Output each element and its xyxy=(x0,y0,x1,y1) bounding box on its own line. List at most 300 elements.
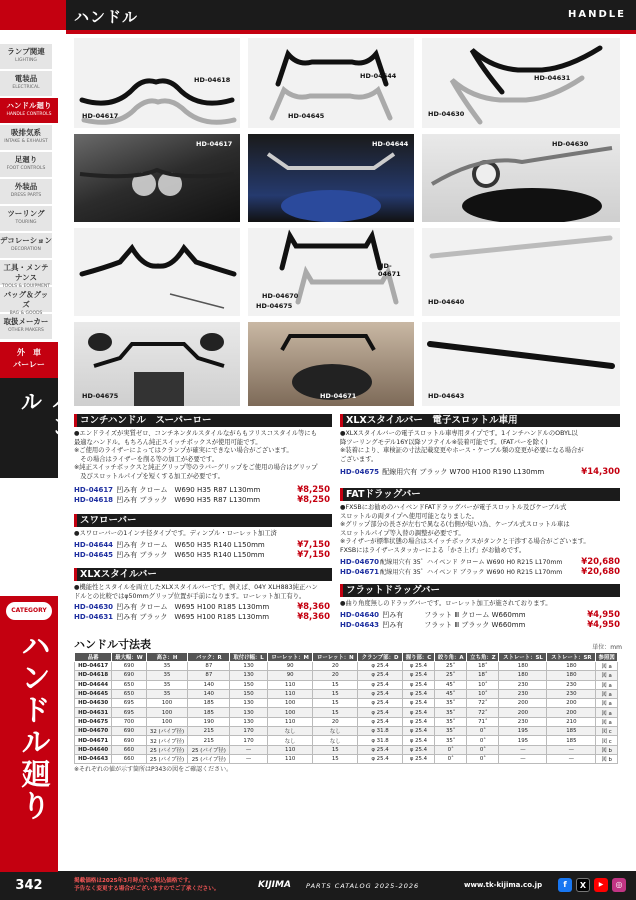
photo-hd04644-mounted xyxy=(248,134,414,222)
table-cell: φ 31.8 xyxy=(358,727,403,736)
product-price: ¥8,360 xyxy=(297,612,330,622)
table-cell: なし xyxy=(267,727,313,736)
table-cell: HD-04630 xyxy=(75,699,112,708)
table-cell: — xyxy=(230,745,268,754)
table-cell: 170 xyxy=(230,736,268,745)
table-cell: 690 xyxy=(112,662,146,671)
product-desc: 凹み有 ブラック W690 H35 R87 L130mm xyxy=(116,496,261,504)
product-desc: 凹み有 クローム W650 H35 R140 L150mm xyxy=(116,541,265,549)
table-cell: 25 (パイプ径) xyxy=(188,754,230,763)
table-cell: 15 xyxy=(313,680,358,689)
column-header: ローレット：M xyxy=(267,653,313,662)
photo-hd04670-product xyxy=(248,228,414,316)
table-cell: 700 xyxy=(112,717,146,726)
table-cell: 210 xyxy=(547,717,596,726)
product-price: ¥20,680 xyxy=(581,567,620,577)
body-line: ※ライザーが標準状態の場合はスイッチボックスがタンクと干渉する場合がございます。 xyxy=(340,538,590,546)
header-accent xyxy=(0,0,66,30)
product-desc: 凹み有 フラット Ⅲ クローム W660mm xyxy=(382,611,526,619)
table-cell: 215 xyxy=(188,727,230,736)
photo-label: HD-04675 xyxy=(82,392,119,400)
table-cell: φ 25.4 xyxy=(402,671,434,680)
photo-hd04630-mounted xyxy=(422,134,620,222)
table-cell: φ 25.4 xyxy=(358,717,403,726)
table-cell: — xyxy=(547,745,596,754)
instagram-icon[interactable]: ◎ xyxy=(612,878,626,892)
table-cell: 図 a xyxy=(596,708,618,717)
product-desc: 配線用穴有 35゜ハイベンド ブラック W690 H0 R215 L170mm xyxy=(379,569,563,576)
product-row[interactable] xyxy=(74,613,330,622)
category-label: CATEGORY xyxy=(6,602,52,620)
table-cell: 18˚ xyxy=(467,662,499,671)
table-cell: 20 xyxy=(313,662,358,671)
body-line: ●FXSBにお勧めのハイベンドFATドラッグバーが電子スロットル及びケーブル式 xyxy=(340,504,567,511)
table-cell: 35 xyxy=(146,689,188,698)
body-line: スロットルパイプ等入替の調整が必要です。 xyxy=(340,529,465,537)
table-cell: 200 xyxy=(547,708,596,717)
section-vertical-title: ハンドル xyxy=(17,390,73,465)
product-code: HD-04640 xyxy=(340,611,380,619)
body-line: ●エンドライズが実質ゼロ、コンチネンタルスタイルながらもフリスコスタイル等にも xyxy=(74,430,317,437)
table-row xyxy=(75,680,618,689)
product-code: HD-04631 xyxy=(74,613,114,621)
table-row xyxy=(75,754,618,763)
product-desc: 配線用穴有 35゜ハイベンド クローム W690 H0 R215 L170mm xyxy=(379,559,563,566)
table-cell: φ 25.4 xyxy=(358,699,403,708)
table-cell: 200 xyxy=(499,708,547,717)
table-cell: 図 a xyxy=(596,671,618,680)
section-title-xlx: XLXスタイルバー xyxy=(74,568,332,581)
body-line: 及びスロットルパイプを短くする加工が必要です。 xyxy=(74,472,224,480)
page-footer xyxy=(58,871,636,900)
table-cell: 10˚ xyxy=(467,680,499,689)
table-row xyxy=(75,727,618,736)
photo-label: HD-04675 xyxy=(256,302,293,310)
table-cell: 200 xyxy=(499,699,547,708)
table-cell: 35˚ xyxy=(435,699,467,708)
price-note xyxy=(74,877,219,893)
table-cell: φ 25.4 xyxy=(358,680,403,689)
category-vertical-title: ハンドル廻り xyxy=(15,630,50,822)
table-cell: HD-04644 xyxy=(75,680,112,689)
table-cell: 0˚ xyxy=(467,727,499,736)
body-line: ※ご使用のライザーによってはクランプが確実にできない場合がございます。 xyxy=(74,447,293,455)
photo-label: HD-04630 xyxy=(552,140,589,148)
column-header: 高さ：H xyxy=(146,653,188,662)
page-number: 342 xyxy=(0,872,58,900)
table-cell: 35˚ xyxy=(435,717,467,726)
dimension-table-title: ハンドル寸法表 xyxy=(74,638,151,651)
table-header-row xyxy=(75,653,618,662)
table-cell: 0˚ xyxy=(435,745,467,754)
column-header: ストレート：SR xyxy=(547,653,596,662)
table-cell: 180 xyxy=(547,671,596,680)
table-cell: φ 25.4 xyxy=(358,671,403,680)
table-cell: 35 xyxy=(146,662,188,671)
table-cell: 0˚ xyxy=(435,754,467,763)
table-cell: φ 25.4 xyxy=(358,754,403,763)
table-cell: 230 xyxy=(547,689,596,698)
photo-label: HD-04618 xyxy=(194,76,231,84)
product-price: ¥20,680 xyxy=(581,557,620,567)
column-header: 絞り角：A xyxy=(435,653,467,662)
body-line: FXSBにはライザースタッカーによる「かさ上げ」がお勧めです。 xyxy=(340,546,526,554)
table-cell: 100 xyxy=(146,699,188,708)
table-cell: 35˚ xyxy=(435,736,467,745)
table-cell: 180 xyxy=(547,662,596,671)
table-cell: 170 xyxy=(230,727,268,736)
table-cell: 185 xyxy=(547,727,596,736)
table-cell: φ 25.4 xyxy=(402,736,434,745)
table-cell: 図 b xyxy=(596,745,618,754)
table-cell: — xyxy=(499,754,547,763)
sidebar-item-touring[interactable]: ツーリング TOURING xyxy=(0,206,52,232)
section-title-swallow: スワローバー xyxy=(74,514,332,527)
body-line: ※装着により、車検証の寸法記載変更やホース・ケーブル類の変更が必要になる場合が xyxy=(340,447,584,455)
photo-label: HD-04640 xyxy=(428,298,465,306)
table-cell: 45˚ xyxy=(435,680,467,689)
section-title-fat: FATドラッグバー xyxy=(340,488,620,501)
table-cell: φ 25.4 xyxy=(358,662,403,671)
product-price: ¥7,150 xyxy=(297,540,330,550)
body-line: スロットルの両タイプへ使用可能となりました。 xyxy=(340,512,478,520)
price-note-line: 予告なく変更する場合がございますのでご了承ください。 xyxy=(74,886,220,892)
table-cell: 130 xyxy=(230,717,268,726)
table-cell: 20 xyxy=(313,717,358,726)
table-cell: HD-04643 xyxy=(75,754,112,763)
table-cell: φ 25.4 xyxy=(358,708,403,717)
table-cell: 25 (パイプ径) xyxy=(188,745,230,754)
table-cell: 110 xyxy=(267,754,313,763)
handlebar-illustration xyxy=(248,38,414,128)
page-title: ハンドル xyxy=(74,8,139,26)
table-cell: 150 xyxy=(230,680,268,689)
table-row xyxy=(75,662,618,671)
table-row xyxy=(75,736,618,745)
photo-hd04644-product xyxy=(248,38,414,128)
product-price: ¥4,950 xyxy=(587,620,620,630)
table-cell: なし xyxy=(267,736,313,745)
table-cell: φ 25.4 xyxy=(358,745,403,754)
table-cell: HD-04675 xyxy=(75,717,112,726)
body-line: ●スワローバーの1インチ径タイプです。ディンプル・ローレット加工済 xyxy=(74,530,277,537)
table-cell: 100 xyxy=(267,699,313,708)
table-body xyxy=(75,662,618,764)
facebook-icon[interactable]: f xyxy=(558,878,572,892)
table-cell: 18˚ xyxy=(467,671,499,680)
table-cell: 195 xyxy=(499,736,547,745)
product-desc: 凹み有 クローム W690 H35 R87 L130mm xyxy=(116,486,261,494)
product-code: HD-04644 xyxy=(74,541,114,549)
sidebar-item-foot[interactable]: 足廻り FOOT CONTROLS xyxy=(0,152,52,178)
product-row[interactable] xyxy=(340,568,620,577)
table-cell: HD-04671 xyxy=(75,736,112,745)
product-desc: 凹み有 フラット Ⅲ ブラック W660mm xyxy=(382,621,526,629)
table-cell: 25˚ xyxy=(435,671,467,680)
table-cell: 図 a xyxy=(596,699,618,708)
column-header: ローレット：N xyxy=(313,653,358,662)
product-desc: 配線用穴有 ブラック W700 H100 R190 L130mm xyxy=(382,468,545,476)
table-row xyxy=(75,717,618,726)
table-cell: 150 xyxy=(230,689,268,698)
sidebar-item-makers[interactable]: 取扱メーカー OTHER MAKERS xyxy=(0,314,52,340)
table-cell: なし xyxy=(313,727,358,736)
photo-label: HD-04670 xyxy=(262,292,299,300)
table-cell: 90 xyxy=(267,671,313,680)
table-cell: 0˚ xyxy=(467,736,499,745)
product-price: ¥14,300 xyxy=(581,467,620,477)
dimension-table xyxy=(74,652,618,764)
table-cell: 185 xyxy=(547,736,596,745)
product-row[interactable] xyxy=(74,496,330,505)
table-cell: 15 xyxy=(313,708,358,717)
photo-label: HD-04644 xyxy=(372,140,409,148)
table-cell: 32 (パイプ径) xyxy=(146,727,188,736)
price-note-line: 掲載価格は2025年3月時点での税込価格です。 xyxy=(74,878,194,884)
photo-label: HD-04617 xyxy=(196,140,233,148)
table-row xyxy=(75,689,618,698)
table-cell: φ 25.4 xyxy=(402,727,434,736)
table-row xyxy=(75,708,618,717)
sidebar-item-intake[interactable]: 吸排気系 INTAKE & EXHAUST xyxy=(0,125,52,151)
body-line: 最適なハンドル。もちろん純正スイッチボックスが使用可能です。 xyxy=(74,438,262,446)
section-body-xlx-electric xyxy=(340,430,622,464)
table-cell: HD-04645 xyxy=(75,689,112,698)
table-cell: 110 xyxy=(267,680,313,689)
photo-label: HD-04643 xyxy=(428,392,465,400)
table-cell: φ 25.4 xyxy=(358,689,403,698)
column-header: 握り部：C xyxy=(402,653,434,662)
table-cell: 130 xyxy=(230,699,268,708)
table-cell: 72˚ xyxy=(467,708,499,717)
column-header: 参照図 xyxy=(596,653,618,662)
photo-hd04617-mounted xyxy=(74,134,240,222)
section-title-xlx-electric: XLXスタイルバー 電子スロットル車用 xyxy=(340,414,620,427)
sidebar-item-handle[interactable]: ハンドル廻り HANDLE CONTROLS xyxy=(0,98,58,124)
table-cell: 695 xyxy=(112,708,146,717)
table-cell: 230 xyxy=(547,680,596,689)
table-cell: 230 xyxy=(499,680,547,689)
table-cell: 72˚ xyxy=(467,699,499,708)
page-title-en: HANDLE xyxy=(568,9,626,20)
x-icon[interactable]: X xyxy=(576,878,590,892)
sidebar-item-lighting[interactable]: ランプ関連 LIGHTING xyxy=(0,44,52,70)
product-row[interactable] xyxy=(340,611,620,620)
body-line: その場合はライザーを削る等の加工が必要です。 xyxy=(74,455,219,463)
body-line: ●機能性とスタイルを両立したXLXスタイルバーです。例えば、04Y XLH883純正ハン xyxy=(74,584,318,591)
mounted-bike-illustration xyxy=(422,134,620,222)
table-cell: 100 xyxy=(267,708,313,717)
table-cell: 230 xyxy=(499,717,547,726)
table-cell: 650 xyxy=(112,680,146,689)
sidebar-item-tools[interactable]: 工具・メンテナンス xyxy=(0,260,52,286)
table-cell: 90 xyxy=(267,662,313,671)
body-line: ございます。 xyxy=(340,455,378,463)
table-cell: 690 xyxy=(112,727,146,736)
sidebar-item-bag[interactable]: バッグ＆グッズ xyxy=(0,287,52,313)
table-cell: 図 a xyxy=(596,717,618,726)
product-code: HD-04617 xyxy=(74,486,114,494)
table-cell: なし xyxy=(313,736,358,745)
table-cell: 87 xyxy=(188,662,230,671)
page-header xyxy=(0,0,636,30)
table-cell: HD-04631 xyxy=(75,708,112,717)
photo-hd04643-product xyxy=(422,322,620,406)
sidebar-item-decoration[interactable]: デコレーション DECORATION xyxy=(0,233,52,259)
product-code: HD-04675 xyxy=(340,468,380,476)
table-cell: 0˚ xyxy=(467,754,499,763)
table-cell: φ 25.4 xyxy=(402,754,434,763)
section-body-xlx xyxy=(74,584,336,601)
table-cell: 15 xyxy=(313,754,358,763)
table-cell: 180 xyxy=(499,662,547,671)
product-price: ¥8,360 xyxy=(297,602,330,612)
table-cell: 190 xyxy=(188,717,230,726)
table-cell: φ 25.4 xyxy=(402,699,434,708)
table-cell: 180 xyxy=(499,671,547,680)
photo-hd04617-product xyxy=(74,38,240,128)
product-row[interactable] xyxy=(74,551,330,560)
photo-label: HD-04617 xyxy=(82,112,119,120)
column-header: 最大幅：W xyxy=(112,653,146,662)
product-price: ¥8,250 xyxy=(297,495,330,505)
section-title-flat: フラットドラッグバー xyxy=(340,584,620,597)
table-cell: 140 xyxy=(188,680,230,689)
sidebar-item-dress[interactable]: 外装品 DRESS PARTS xyxy=(0,179,52,205)
table-cell: 25˚ xyxy=(435,662,467,671)
photo-hd04675-mounted xyxy=(74,322,240,406)
table-cell: 87 xyxy=(188,671,230,680)
photo-hd04640-product xyxy=(422,228,620,316)
photo-hd04675-product xyxy=(74,228,240,316)
table-cell: 32 (パイプ径) xyxy=(146,736,188,745)
product-code: HD-04618 xyxy=(74,496,114,504)
table-cell: — xyxy=(547,754,596,763)
table-row xyxy=(75,671,618,680)
product-price: ¥7,150 xyxy=(297,550,330,560)
product-row[interactable] xyxy=(340,621,620,630)
table-cell: 230 xyxy=(499,689,547,698)
table-cell: 110 xyxy=(267,717,313,726)
photo-label: HD-04645 xyxy=(288,112,325,120)
table-cell: 200 xyxy=(547,699,596,708)
product-row[interactable] xyxy=(74,603,330,612)
table-cell: 130 xyxy=(230,662,268,671)
column-header: バック：R xyxy=(188,653,230,662)
product-desc: 凹み有 ブラック W695 H100 R185 L130mm xyxy=(116,613,270,621)
table-cell: 25 (パイプ径) xyxy=(146,745,188,754)
section-body-conti xyxy=(74,430,336,482)
product-price: ¥8,250 xyxy=(297,485,330,495)
table-cell: 185 xyxy=(188,699,230,708)
table-cell: 15 xyxy=(313,689,358,698)
table-cell: 35˚ xyxy=(435,708,467,717)
table-cell: φ 25.4 xyxy=(402,708,434,717)
table-cell: 0˚ xyxy=(467,745,499,754)
sidebar-section-block xyxy=(0,378,73,478)
table-cell: 660 xyxy=(112,754,146,763)
table-cell: 25 (パイプ径) xyxy=(146,754,188,763)
header-stripe xyxy=(66,30,636,34)
subcategory-line2: バーレー xyxy=(13,360,45,369)
product-row[interactable] xyxy=(74,541,330,550)
photo-hd04630-product xyxy=(422,38,620,128)
table-cell: 10˚ xyxy=(467,689,499,698)
photo-label: HD-04631 xyxy=(534,74,571,82)
product-code: HD-04670 xyxy=(340,558,380,566)
section-title-conti: コンチハンドル スーパーロー xyxy=(74,414,332,427)
table-cell: 690 xyxy=(112,671,146,680)
table-row xyxy=(75,745,618,754)
section-body-flat xyxy=(340,600,622,609)
section-body-fat xyxy=(340,504,622,556)
table-cell: 15 xyxy=(313,699,358,708)
body-line: ドルとの比較ではφ50mmグリップ位置が手前になります。ローレット加工有り。 xyxy=(74,592,306,600)
sidebar-item-electrical[interactable]: 電装品 ELECTRICAL xyxy=(0,71,52,97)
table-cell: — xyxy=(499,745,547,754)
table-cell: 650 xyxy=(112,689,146,698)
column-header: ストレート：SL xyxy=(499,653,547,662)
table-cell: φ 25.4 xyxy=(402,717,434,726)
table-cell: — xyxy=(230,754,268,763)
photo-label: HD-04671 xyxy=(378,262,401,278)
product-code: HD-04643 xyxy=(340,621,380,629)
table-cell: 130 xyxy=(230,671,268,680)
catalog-title: PARTS CATALOG 2025-2026 xyxy=(306,882,420,890)
table-cell: φ 25.4 xyxy=(402,680,434,689)
dimension-table-note: ※それぞれの値が示す箇所はP343の図をご確認ください。 xyxy=(74,766,233,773)
product-code: HD-04630 xyxy=(74,603,114,611)
category-block xyxy=(0,596,58,872)
column-header: 立ち角：Z xyxy=(467,653,499,662)
section-body-swallow xyxy=(74,530,336,539)
photo-label: HD-04644 xyxy=(360,72,397,80)
table-cell: 図 a xyxy=(596,689,618,698)
body-line: 降ツーリングモデル16Y以降ソフテイル※装着可能です。(FATバーを除く) xyxy=(340,438,548,446)
table-cell: 195 xyxy=(499,727,547,736)
product-row[interactable] xyxy=(340,468,620,477)
table-cell: φ 25.4 xyxy=(402,662,434,671)
product-row[interactable] xyxy=(74,486,330,495)
dimension-table-unit: 単位：mm xyxy=(592,644,622,651)
handlebar-illustration xyxy=(74,228,240,316)
youtube-icon[interactable]: ▶ xyxy=(594,878,608,892)
table-cell: 140 xyxy=(188,689,230,698)
table-cell: 図 b xyxy=(596,754,618,763)
table-cell: 100 xyxy=(146,708,188,717)
product-row[interactable] xyxy=(340,558,620,567)
table-cell: 660 xyxy=(112,745,146,754)
photo-label: HD-04671 xyxy=(320,392,357,400)
body-line: ●曲り角度無しのドラッグバーです。ローレット加工が施されております。 xyxy=(340,600,552,607)
photo-label: HD-04630 xyxy=(428,110,465,118)
website-link[interactable]: www.tk-kijima.co.jp xyxy=(464,881,543,889)
table-cell: 図 c xyxy=(596,727,618,736)
sidebar-subcategory-tab[interactable] xyxy=(0,342,58,378)
product-code: HD-04671 xyxy=(340,568,380,576)
body-line: ※グリップ部分の長さが左右で異なる(右側が短い)為、ケーブル式スロットル車は xyxy=(340,521,570,529)
table-cell: 35 xyxy=(146,671,188,680)
body-line: ●XLXスタイルバーの電子スロットル車専用タイプです。1インチハンドルのOBYL以 xyxy=(340,430,578,437)
table-cell: φ 25.4 xyxy=(402,689,434,698)
table-cell: 図 a xyxy=(596,662,618,671)
column-header: 取付け幅：L xyxy=(230,653,268,662)
product-desc: 凹み有 クローム W695 H100 R185 L130mm xyxy=(116,603,270,611)
table-cell: 35 xyxy=(146,680,188,689)
table-cell: HD-04670 xyxy=(75,727,112,736)
subcategory-line1: 外 車 xyxy=(17,348,41,357)
photo-hd04671-mounted xyxy=(248,322,414,406)
